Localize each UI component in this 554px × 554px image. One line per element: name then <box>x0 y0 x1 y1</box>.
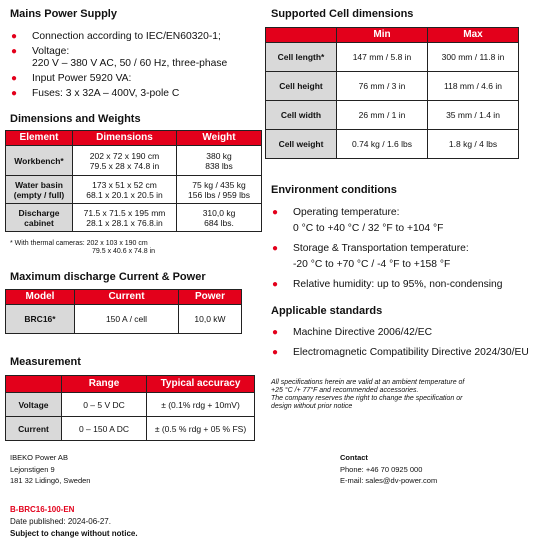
column-header <box>266 28 337 43</box>
list-item-cont: 220 V – 380 V AC, 50 / 60 Hz, three-phase <box>32 58 228 69</box>
bullet-icon: ● <box>11 31 18 42</box>
cell: ± (0.5 % rdg + 05 % FS) <box>147 417 255 441</box>
row-label: BRC16* <box>6 305 75 334</box>
table-row <box>6 176 262 204</box>
column-header: Element <box>6 131 73 146</box>
row-label: Cell width <box>266 101 337 130</box>
disclaimer: All specifications herein are valid at an ambient temperature of +25 °C /+ 77°F and recommended accessories. The company reserves the right to change the specification or design without prior notice <box>271 379 465 410</box>
table-row <box>266 72 519 101</box>
table-row <box>6 305 242 334</box>
cell: 202 x 72 x 190 cm 79.5 x 28 x 74.8 in <box>73 146 177 176</box>
doc-date: Date published: 2024-06-27. <box>10 517 111 526</box>
bullet-icon: ● <box>11 73 18 84</box>
bullet-icon: ● <box>272 347 279 358</box>
column-header: Model <box>6 290 75 305</box>
table-row <box>6 146 262 176</box>
bullet-icon: ● <box>272 207 279 218</box>
cell: 300 mm / 11.8 in <box>428 43 519 72</box>
cell: 173 x 51 x 52 cm 68.1 x 20.1 x 20.5 in <box>73 176 177 204</box>
table-row <box>266 101 519 130</box>
cell: ± (0.1% rdg + 10mV) <box>147 393 255 417</box>
row-label: Cell weight <box>266 130 337 159</box>
standards-list <box>271 327 551 359</box>
email-link: E-mail: sales@dv-power.com <box>340 476 438 485</box>
column-header: Typical accuracy <box>147 376 255 393</box>
cell: 380 kg 838 lbs <box>177 146 262 176</box>
bullet-icon: ● <box>272 243 279 254</box>
list-item: ● Connection according to IEC/EN60320-1; <box>11 31 221 42</box>
bullet-icon: ● <box>11 88 18 99</box>
bullet-icon: ● <box>272 327 279 338</box>
cell: 26 mm / 1 in <box>337 101 428 130</box>
cell: 0 – 150 A DC <box>62 417 147 441</box>
section-title-cells: Supported Cell dimensions <box>271 8 414 20</box>
table-row <box>6 417 255 441</box>
row-label: Cell height <box>266 72 337 101</box>
column-header: Dimensions <box>73 131 177 146</box>
cell: 0.74 kg / 1.6 lbs <box>337 130 428 159</box>
table-row <box>266 43 519 72</box>
section-title-environment: Environment conditions <box>271 184 397 196</box>
dimensions-note: * With thermal cameras: 202 x 103 x 190 cm 79.5 x 40.6 x 74.8 in <box>10 240 156 255</box>
column-header <box>6 376 62 393</box>
column-header: Min <box>337 28 428 43</box>
cell: 76 mm / 3 in <box>337 72 428 101</box>
environment-list <box>271 207 551 291</box>
table-row <box>266 130 519 159</box>
dimensions-table <box>5 130 262 232</box>
contact-info: Contact Phone: +46 70 0925 000 E-mail: sales@dv-power.com <box>340 453 438 485</box>
list-item: ● Relative humidity: up to 95%, non-condensing <box>272 279 503 290</box>
column-header: Range <box>62 376 147 393</box>
doc-info <box>10 504 138 540</box>
cell: 118 mm / 4.6 in <box>428 72 519 101</box>
measurement-table <box>5 375 255 441</box>
section-title-discharge: Maximum discharge Current & Power <box>10 271 206 283</box>
list-item: ● Input Power 5920 VA: <box>11 73 132 84</box>
list-item: ● Machine Directive 2006/42/EC <box>272 327 433 338</box>
list-item-cont: 0 °C to +40 °C / 32 °F to +104 °F <box>293 223 444 234</box>
row-label: Water basin (empty / full) <box>6 176 73 204</box>
bullet-icon: ● <box>11 46 18 57</box>
company-address: IBEKO Power AB Lejonstigen 9 181 32 Lidingö, Sweden <box>10 453 91 485</box>
cell: 150 A / cell <box>75 305 179 334</box>
mains-list <box>10 31 265 100</box>
table-row <box>6 393 255 417</box>
cells-table <box>265 27 519 159</box>
cell: 147 mm / 5.8 in <box>337 43 428 72</box>
section-title-standards: Applicable standards <box>271 305 383 317</box>
cell: 75 kg / 435 kg 156 lbs / 959 lbs <box>177 176 262 204</box>
discharge-table <box>5 289 242 334</box>
column-header: Weight <box>177 131 262 146</box>
list-item: ● Voltage: <box>11 46 70 57</box>
bullet-icon: ● <box>272 279 279 290</box>
section-title-measurement: Measurement <box>10 356 81 368</box>
cell: 1.8 kg / 4 lbs <box>428 130 519 159</box>
row-label: Discharge cabinet <box>6 204 73 232</box>
list-item-cont: -20 °C to +70 °C / -4 °F to +158 °F <box>293 259 451 270</box>
list-item: ● Storage & Transportation temperature: <box>272 243 469 254</box>
row-label: Workbench* <box>6 146 73 176</box>
row-label: Current <box>6 417 62 441</box>
list-item: ● Operating temperature: <box>272 207 400 218</box>
cell: 0 – 5 V DC <box>62 393 147 417</box>
doc-notice: Subject to change without notice. <box>10 529 138 538</box>
column-header: Power <box>179 290 242 305</box>
column-header: Current <box>75 290 179 305</box>
list-item: ● Electromagnetic Compatibility Directive 2024/30/EU <box>272 347 529 358</box>
cell: 71.5 x 71.5 x 195 mm 28.1 x 28.1 x 76.8.in <box>73 204 177 232</box>
section-title-dimensions: Dimensions and Weights <box>10 113 141 125</box>
doc-code: B-BRC16-100-EN <box>10 505 75 514</box>
column-header: Max <box>428 28 519 43</box>
table-row <box>6 204 262 232</box>
section-title-mains: Mains Power Supply <box>10 8 117 20</box>
cell: 310,0 kg 684 lbs. <box>177 204 262 232</box>
cell: 10,0 kW <box>179 305 242 334</box>
cell: 35 mm / 1.4 in <box>428 101 519 130</box>
list-item: ● Fuses: 3 x 32A – 400V, 3-pole C <box>11 88 180 99</box>
row-label: Voltage <box>6 393 62 417</box>
row-label: Cell length* <box>266 43 337 72</box>
